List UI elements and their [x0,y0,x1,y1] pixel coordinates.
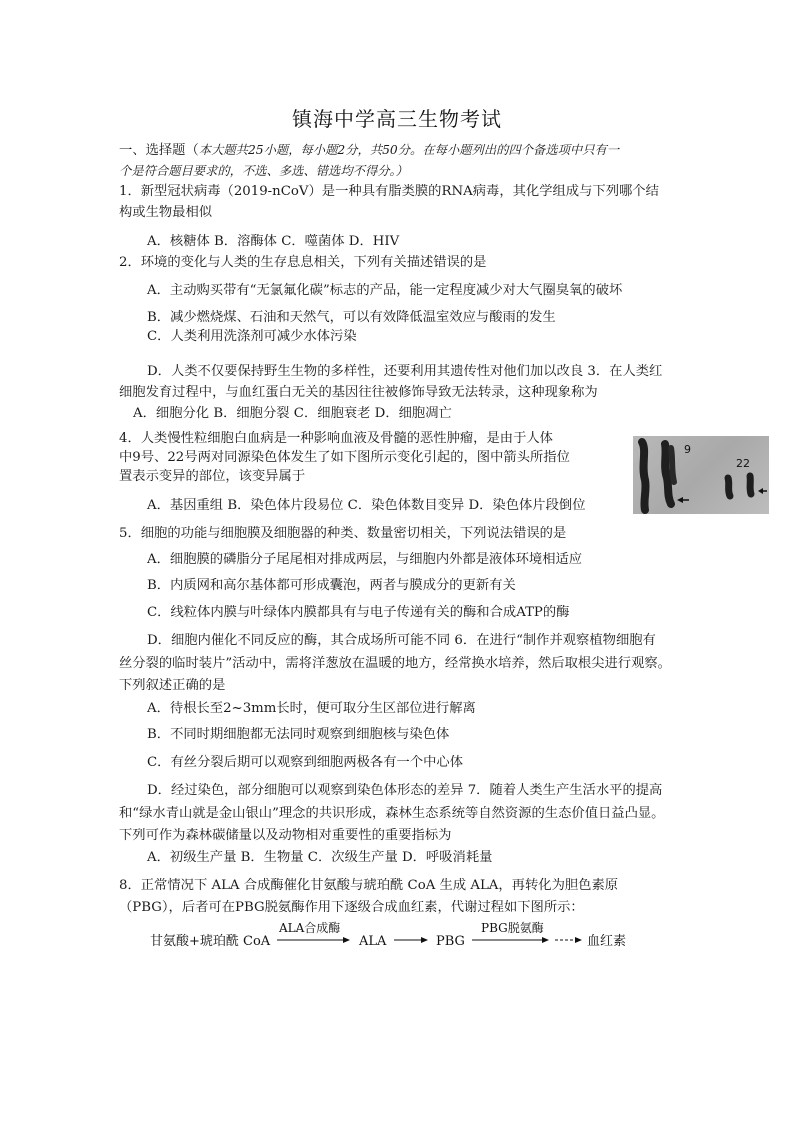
q5-option-a: A．细胞膜的磷脂分子尾尾相对排成两层，与细胞内外都是液体环境相适应 [147,552,583,567]
section-heading-text: 一、选择题（ [119,143,199,158]
q5-option-d: D．细胞内催化不同反应的酶，其合成场所可能不同 6．在进行“制作并观察植物细胞有 [147,633,656,648]
q7-options: A．初级生产量 B．生物量 C．次级生产量 D．呼吸消耗量 [147,850,493,865]
q4-stem-1: 4．人类慢性粒细胞白血病是一种影响血液及骨髓的恶性肿瘤，是由于人体 [119,431,553,446]
q3-stem: 细胞发育过程中，与血红蛋白无关的基因往往被修饰导致无法转录，这种现象称为 [119,385,598,400]
q6-option-a: A．待根长至2~3mm长时，便可取分生区部位进行解离 [147,701,476,716]
q6-stem-2: 下列叙述正确的是 [119,678,226,693]
q2-option-c: C．人类利用洗涤剂可减少水体污染 [147,329,357,344]
q5-stem: 5．细胞的功能与细胞膜及细胞器的种类、数量密切相关，下列说法错误的是 [119,526,567,541]
page-title: 镇海中学高三生物考试 [292,107,502,131]
section-instructions-1: 本大题共25小题，每小题2分，共50分。在每小题列出的四个备选项中只有一 [198,143,620,157]
q2-option-a: A．主动购买带有“无氯氟化碳”标志的产品，能一定程度减少对大气圈臭氧的破坏 [147,283,623,298]
chromosome-photo [633,436,769,514]
q8-stem-1: 8．正常情况下 ALA 合成酶催化甘氨酸与琥珀酰 CoA 生成 ALA，再转化为胆色素原 [119,878,619,893]
q6-stem-1: 丝分裂的临时装片”活动中，需将洋葱放在温暖的地方，经常换水培养，然后取根尖进行观察。 [119,656,671,671]
chromosome-9-normal [642,442,646,510]
section-heading [119,141,619,160]
q2-option-d: D．人类不仅要保持野生生物的多样性，还要利用其遗传性对他们加以改良 3．在人类红 [147,364,663,379]
q7-stem-2: 下列可作为森林碳储量以及动物相对重要性的重要指标为 [119,828,452,843]
q6-option-c: C．有丝分裂后期可以观察到细胞两极各有一个中心体 [147,755,464,770]
chromosome-22-normal [728,478,730,496]
q1-options: A．核糖体 B．溶酶体 C．噬菌体 D．HIV [147,234,400,249]
pathway-ala: ALA [359,934,387,949]
pathway-substrate: 甘氨酸+琥珀酰 CoA [150,934,271,949]
q5-option-c: C．线粒体内膜与叶绿体内膜都具有与电子传递有关的酶和合成ATP的酶 [147,605,570,620]
q2-option-b: B．减少燃烧煤、石油和天然气，可以有效降低温室效应与酸雨的发生 [147,310,556,325]
q6-option-d: D．经过染色，部分细胞可以观察到染色体形态的差异 7．随着人类生产生活水平的提高 [147,783,663,798]
q1-stem-2: 构或生物最相似 [119,205,213,220]
metabolic-pathway-diagram [150,916,640,956]
q8-stem-2: （PBG），后者可在PBG脱氨酶作用下逐级合成血红素，代谢过程如下图所示： [119,900,584,915]
pathway-pbg: PBG [436,934,465,949]
q3-options: A．细胞分化 B．细胞分裂 C．细胞衰老 D．细胞凋亡 [133,406,452,421]
chr22-label: 22 [736,457,750,470]
q4-options: A．基因重组 B．染色体片段易位 C．染色体数目变异 D．染色体片段倒位 [147,498,586,513]
pathway-enzyme-1: ALA合成酶 [279,921,341,935]
chromosome-22-translocated [750,476,751,494]
q4-stem-3: 置表示变异的部位，该变异属于 [119,469,306,484]
q7-stem-1: 和“绿水青山就是金山银山”理念的共识形成，森林生态系统等自然资源的生态价值日益凸显。 [119,806,665,821]
q1-stem-1: 1．新型冠状病毒（2019-nCoV）是一种具有脂类膜的RNA病毒，其化学组成与下列哪个结 [119,184,659,199]
q4-stem-2: 中9号、22号两对同源染色体发生了如下图所示变化引起的，图中箭头所指位 [119,450,570,465]
pathway-enzyme-2: PBG脱氨酶 [481,921,544,935]
q5-option-b: B．内质网和高尔基体都可形成囊泡，两者与膜成分的更新有关 [147,578,516,593]
chr9-label: 9 [684,443,691,456]
q6-option-b: B．不同时期细胞都无法同时观察到细胞核与染色体 [147,727,450,742]
section-instructions-2: 个是符合题目要求的，不选、多选、错选均不得分。） [119,164,408,178]
pathway-product: 血红素 [587,934,627,949]
q2-stem: 2．环境的变化与人类的生存息息相关，下列有关描述错误的是 [119,255,487,270]
